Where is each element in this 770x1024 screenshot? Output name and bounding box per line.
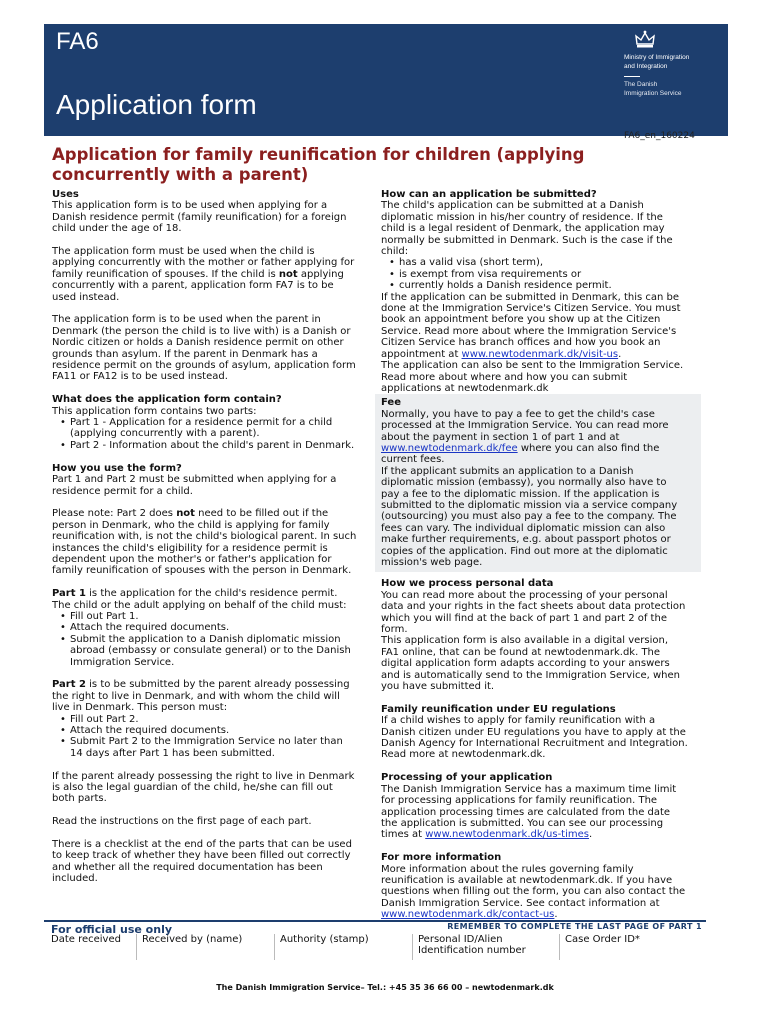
ministry-line-2: and Integration: [624, 62, 668, 70]
text-line: The application can also be sent to the Immigration Service.: [381, 360, 684, 372]
text-line: to keep track of whether they have been filled out correctly: [52, 850, 351, 862]
text-line: child under the age of 18.: [52, 223, 182, 235]
use-heading: How you use the form?: [52, 462, 182, 474]
text-line: used instead.: [52, 291, 120, 303]
text-line: book an appointment before you show up at the Citizen: [381, 314, 661, 326]
text-line: application processing times are calculated from the date: [381, 806, 671, 818]
form-reference: FA6_en_160224: [624, 131, 695, 141]
text-line: digital application form adapts according to your answers: [381, 658, 670, 670]
personal-id-label-2: Identification number: [418, 945, 526, 956]
visit-us-link[interactable]: www.newtodenmark.dk/visit-us: [461, 348, 619, 360]
text-line: pay a fee to the diplomatic mission. If the application is: [381, 488, 660, 500]
list-item: • Submit Part 2 to the Immigration Service no later than 14 days after Part 1 has been submitted.: [60, 736, 370, 759]
text-line: applying concurrently with the mother or father applying for: [52, 257, 355, 269]
form-code: FA6: [56, 28, 99, 55]
contain-heading: What does the application form contain?: [52, 394, 282, 406]
text-line: Part 1 is the application for the child's residence permit.: [52, 588, 338, 600]
text-line: the right to live in Denmark, and with whom the child will: [52, 690, 340, 702]
text-line: www.newtodenmark.dk/contact-us.: [381, 909, 558, 921]
contain-list: [60, 417, 370, 451]
part1-list: [60, 611, 370, 668]
text-line: residence permit for a child.: [52, 485, 193, 497]
text-line: done at the Immigration Service's Citizen Service. You must: [381, 303, 681, 315]
text-line: family reunification of spouses with the person in Denmark.: [52, 565, 352, 577]
service-line-1: The Danish: [624, 81, 658, 88]
eu-heading: Family reunification under EU regulations: [381, 703, 616, 715]
text-line: about the payment in section 1 of part 1 and at: [381, 431, 620, 443]
list-item: • Part 1 - Application for a residence permit for a child (applying concurrently with a parent).: [60, 417, 370, 440]
processing-heading: Processing of your application: [381, 772, 553, 784]
text-line: Danish residence permit (family reunification) for a foreign: [52, 211, 347, 223]
ministry-logo: [624, 30, 724, 98]
list-item: • Submit the application to a Danish diplomatic mission abroad (embassy or consulate general) or to the Danish Immigration Service.: [60, 634, 370, 668]
document-title-line: Application for family reunification for children (applying: [52, 145, 585, 164]
text-line: live in Denmark. This person must:: [52, 702, 228, 714]
text-line: diplomatic mission in his/her country of residence. If the: [381, 211, 663, 223]
page-footer: The Danish Immigration Service– Tel.: +45 35 36 66 00 – newtodenmark.dk: [216, 983, 554, 992]
form-type-title: Application form: [56, 89, 257, 120]
list-item: • is exempt from visa requirements or: [389, 269, 701, 280]
text-line: normally be submitted in Denmark. Such is the case if the: [381, 234, 673, 246]
document-title: [52, 145, 712, 185]
uses-heading: Uses: [52, 189, 79, 200]
text-line: the application is submitted. You can see our processing: [381, 817, 664, 829]
official-use-box: [44, 920, 706, 960]
text-line: reunification is available at newtodenmark.dk. If you have: [381, 874, 673, 886]
text-line: Danish citizen under EU regulations you have to apply at the: [381, 726, 686, 738]
personal-id-label: Personal ID/Alien: [418, 934, 503, 945]
right-column: [381, 189, 701, 921]
text-line: Read the instructions on the first page of each part.: [52, 816, 312, 828]
remember-notice: REMEMBER TO COMPLETE THE LAST PAGE OF PART 1: [447, 922, 702, 931]
personal-id-field[interactable]: [412, 934, 526, 960]
text-line: FA1 online, that can be found at newtodenmark.dk. The: [381, 646, 661, 658]
fee-heading: Fee: [381, 397, 401, 409]
text-line: If the applicant submits an application to a Danish: [381, 465, 634, 477]
document-title-line: concurrently with a parent): [52, 165, 309, 184]
fee-link[interactable]: www.newtodenmark.dk/fee: [381, 442, 518, 454]
authority-field[interactable]: Authority (stamp): [274, 934, 369, 960]
text-line: More information about the rules governing family: [381, 863, 634, 875]
text-line: Danish Agency for International Recruitment and Integration.: [381, 738, 688, 750]
list-item: • has a valid visa (short term),: [389, 257, 701, 268]
text-line: The application form must be used when the child is: [52, 246, 315, 258]
text-line: reunification with, is not the child's biological parent. In such: [52, 531, 357, 543]
info-heading: For more information: [381, 852, 502, 864]
text-line: copies of the application. Find out more at the diplomatic: [381, 545, 668, 557]
text-line: Part 2 is to be submitted by the parent already possessing: [52, 679, 350, 691]
list-item: • Fill out Part 1.: [60, 611, 370, 622]
text-line: instances the child's eligibility for a residence permit is: [52, 542, 328, 554]
text-line: and is automatically send to the Immigration Service, when: [381, 669, 680, 681]
logo-divider: [624, 76, 640, 77]
text-line: The child or the adult applying on behalf of the child must:: [52, 599, 347, 611]
text-line: both parts.: [52, 793, 107, 805]
text-line: The child's application can be submitted at a Danish: [381, 200, 644, 212]
text-line: you have submitted it.: [381, 681, 495, 693]
text-line: concurrently with a parent, application form FA7 is to be: [52, 280, 334, 292]
text-line: residence permit on the grounds of asylum, application form: [52, 360, 356, 372]
official-use-title: For official use only: [51, 923, 173, 936]
submit-heading: How can an application be submitted?: [381, 189, 597, 200]
date-received-field[interactable]: Date received: [51, 934, 121, 945]
text-line: submitted to the diplomatic mission via a service company: [381, 499, 678, 511]
text-line: Normally, you have to pay a fee to get the child's case: [381, 408, 655, 420]
text-line: Read more at newtodenmark.dk.: [381, 749, 546, 761]
personal-data-heading: How we process personal data: [381, 578, 554, 590]
text-line: There is a checklist at the end of the parts that can be used: [52, 839, 352, 850]
text-line: grounds than asylum. If the parent in Denmark has a: [52, 348, 318, 360]
text-line: If a child wishes to apply for family reunification with a: [381, 715, 656, 727]
submit-list: [389, 257, 701, 291]
text-line: for processing applications for family reunification. The: [381, 795, 658, 807]
text-line: This application form contains two parts:: [52, 405, 257, 417]
list-item: • Fill out Part 2.: [60, 714, 370, 725]
received-by-field[interactable]: Received by (name): [136, 934, 242, 960]
text-line: mission's web page.: [381, 557, 483, 568]
text-line: Read more about where and how you can submit: [381, 371, 628, 383]
text-line: is also the legal guardian of the child, he/she can fill out: [52, 782, 333, 793]
text-line: applications at newtodenmark.dk: [381, 382, 549, 394]
text-line: FA11 or FA12 is to be used instead.: [52, 371, 228, 383]
header-banner: [44, 24, 728, 136]
text-line: This application form is to be used when applying for a: [52, 200, 328, 212]
service-line-2: Immigration Service: [624, 89, 682, 97]
text-line: family reunification of spouses. If the child is not applying: [52, 268, 344, 280]
fee-box: [375, 394, 701, 572]
text-line: Please note: Part 2 does not need to be filled out if the: [52, 508, 329, 520]
text-line: Part 1 and Part 2 must be submitted when applying for a: [52, 474, 337, 486]
ministry-line-1: Ministry of Immigration: [624, 54, 690, 61]
text-line: This application form is also available in a digital version,: [381, 635, 669, 647]
text-line: diplomatic mission (embassy), you normally also have to: [381, 477, 667, 489]
list-item: • Part 2 - Information about the child's parent in Denmark.: [60, 440, 370, 451]
text-line: The application form is to be used when the parent in: [52, 314, 321, 326]
text-line: processed at the Immigration Service. You can read more: [381, 420, 669, 432]
text-line: which you will find at the back of part 1 and part 2 of the: [381, 612, 667, 624]
text-line: If the application can be submitted in Denmark, this can be: [381, 291, 680, 303]
text-line: dependent upon the mother's or father's application for: [52, 553, 332, 565]
text-line: form.: [381, 624, 408, 636]
text-line: included.: [52, 873, 98, 885]
text-line: (outsourcing) you must also pay a fee to the company. The: [381, 511, 677, 523]
text-line: questions when filling out the form, you can also contact the: [381, 886, 686, 898]
list-item: • currently holds a Danish residence permit.: [389, 280, 701, 291]
text-line: child is a legal resident of Denmark, the application may: [381, 223, 665, 235]
text-line: Service. Read more about where the Immigration Service's: [381, 325, 677, 337]
part2-list: [60, 714, 370, 760]
us-times-link[interactable]: www.newtodenmark.dk/us-times: [425, 829, 589, 841]
text-line: Citizen Service has branch offices and how you book an: [381, 337, 661, 349]
text-line: The Danish Immigration Service has a maximum time limit: [381, 783, 677, 795]
text-line: If the parent already possessing the right to live in Denmark: [52, 770, 355, 782]
left-column: [52, 189, 370, 885]
text-line: child:: [381, 246, 409, 258]
text-line: www.newtodenmark.dk/fee where you can also find the: [381, 442, 660, 454]
text-line: current fees.: [381, 454, 445, 466]
text-line: fees can vary. The individual diplomatic mission can also: [381, 522, 666, 534]
crown-icon: [634, 30, 656, 50]
list-item: • Attach the required documents.: [60, 725, 370, 736]
text-line: data and your rights in the fact sheets about data protection: [381, 601, 686, 613]
text-line: Danish Immigration Service. See contact information at: [381, 897, 660, 909]
text-line: person in Denmark, who the child is applying for family: [52, 519, 330, 531]
text-line: You can read more about the processing of your personal: [381, 589, 668, 601]
text-line: appointment at www.newtodenmark.dk/visit-us.: [381, 348, 622, 360]
contact-us-link[interactable]: www.newtodenmark.dk/contact-us: [381, 909, 555, 921]
text-line: make further requirements, e.g. about passport photos or: [381, 534, 671, 546]
case-order-field[interactable]: Case Order ID*: [559, 934, 640, 960]
text-line: and whether all the required documentation has been: [52, 861, 323, 873]
text-line: Nordic citizen or holds a Danish residence permit on other: [52, 337, 344, 349]
text-line: times at www.newtodenmark.dk/us-times.: [381, 829, 593, 841]
list-item: • Attach the required documents.: [60, 622, 370, 633]
text-line: Denmark (the person the child is to live with) is a Danish or: [52, 325, 351, 337]
